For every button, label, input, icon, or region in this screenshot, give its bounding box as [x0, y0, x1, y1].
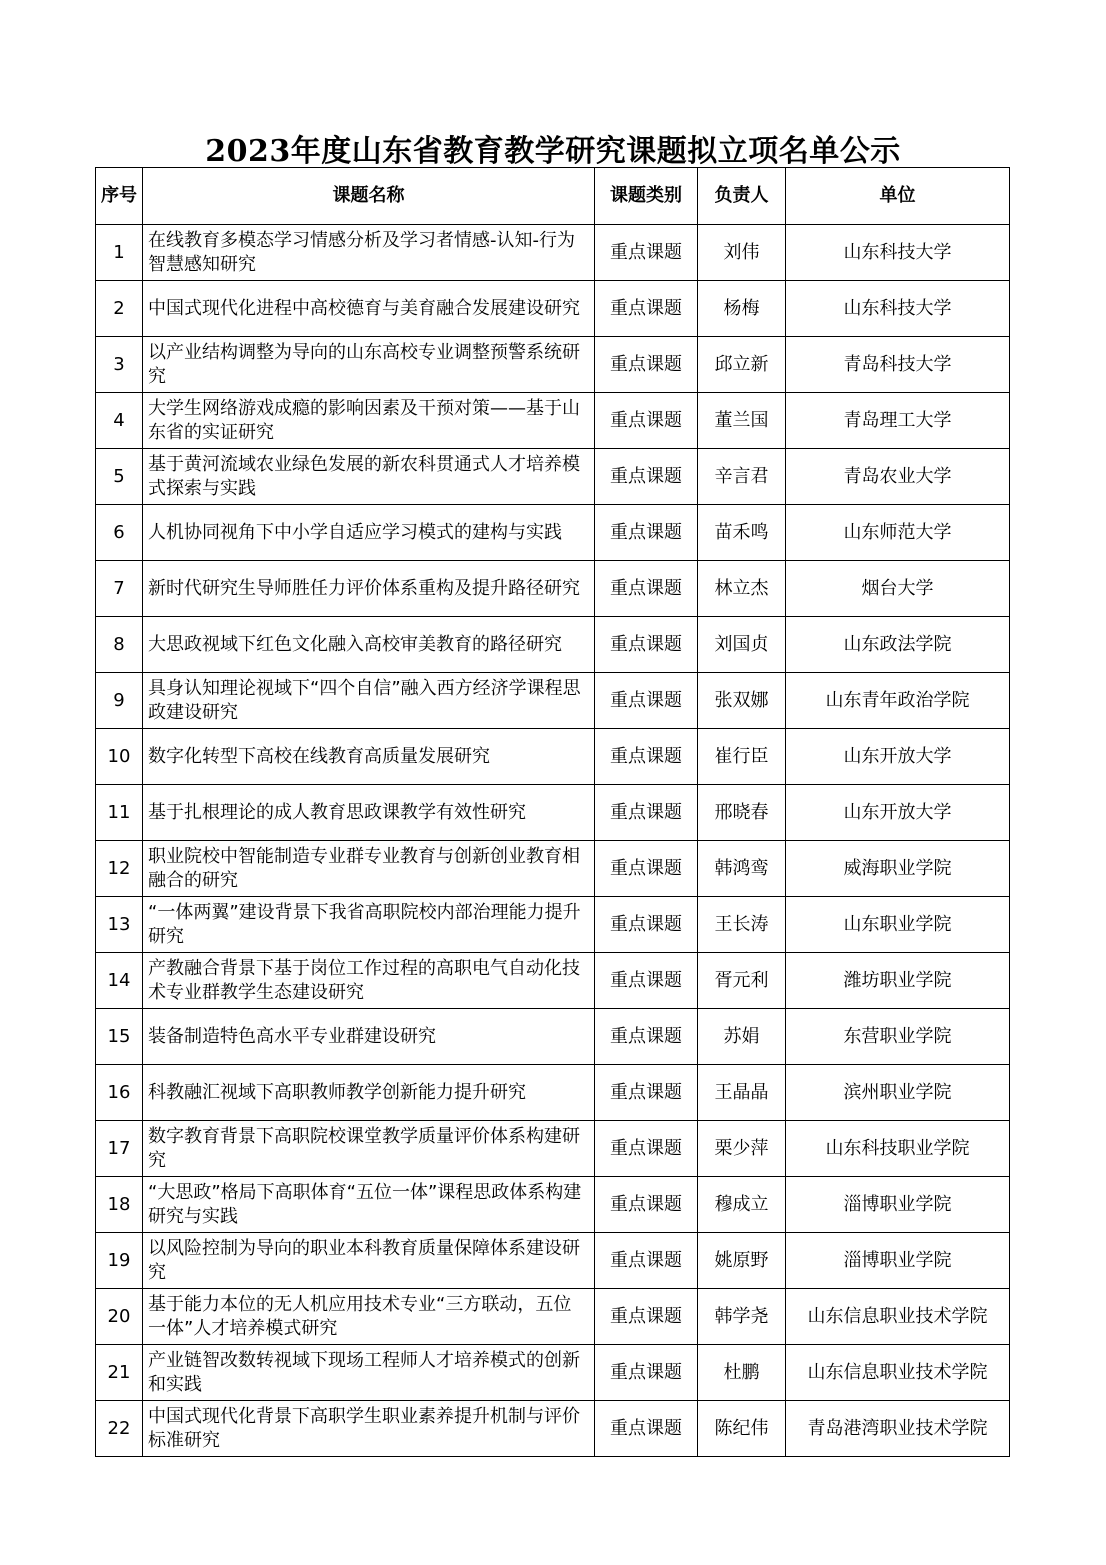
cell-seq: 19	[96, 1233, 143, 1289]
cell-lead: 张双娜	[698, 673, 786, 729]
cell-name: 基于能力本位的无人机应用技术专业“三方联动，五位一体”人才培养模式研究	[143, 1289, 595, 1345]
cell-unit: 山东政法学院	[786, 617, 1010, 673]
cell-unit: 威海职业学院	[786, 841, 1010, 897]
cell-lead: 陈纪伟	[698, 1401, 786, 1457]
table-row	[96, 729, 1010, 785]
cell-seq: 14	[96, 953, 143, 1009]
cell-seq: 16	[96, 1065, 143, 1121]
cell-type: 重点课题	[595, 449, 698, 505]
cell-lead: 王长涛	[698, 897, 786, 953]
cell-type: 重点课题	[595, 1401, 698, 1457]
cell-unit: 山东信息职业技术学院	[786, 1345, 1010, 1401]
cell-unit: 东营职业学院	[786, 1009, 1010, 1065]
cell-lead: 邢晓春	[698, 785, 786, 841]
cell-type: 重点课题	[595, 225, 698, 281]
table-row	[96, 953, 1010, 1009]
cell-lead: 杜鹏	[698, 1345, 786, 1401]
cell-type: 重点课题	[595, 393, 698, 449]
table-row	[96, 841, 1010, 897]
header-seq: 序号	[96, 168, 143, 225]
cell-name: 装备制造特色高水平专业群建设研究	[143, 1009, 595, 1065]
cell-name: 数字教育背景下高职院校课堂教学质量评价体系构建研究	[143, 1121, 595, 1177]
cell-seq: 8	[96, 617, 143, 673]
table-row	[96, 1009, 1010, 1065]
cell-unit: 山东开放大学	[786, 729, 1010, 785]
cell-name: 基于扎根理论的成人教育思政课教学有效性研究	[143, 785, 595, 841]
cell-lead: 董兰国	[698, 393, 786, 449]
cell-seq: 15	[96, 1009, 143, 1065]
cell-seq: 18	[96, 1177, 143, 1233]
cell-seq: 4	[96, 393, 143, 449]
cell-type: 重点课题	[595, 1121, 698, 1177]
table-row	[96, 225, 1010, 281]
cell-seq: 17	[96, 1121, 143, 1177]
cell-name: 科教融汇视域下高职教师教学创新能力提升研究	[143, 1065, 595, 1121]
cell-name: “一体两翼”建设背景下我省高职院校内部治理能力提升研究	[143, 897, 595, 953]
table-row	[96, 897, 1010, 953]
cell-type: 重点课题	[595, 673, 698, 729]
cell-unit: 山东科技大学	[786, 281, 1010, 337]
cell-seq: 7	[96, 561, 143, 617]
table-row	[96, 1233, 1010, 1289]
cell-lead: 韩学尧	[698, 1289, 786, 1345]
cell-type: 重点课题	[595, 785, 698, 841]
header-row	[96, 168, 1010, 225]
table-row	[96, 1065, 1010, 1121]
cell-type: 重点课题	[595, 1065, 698, 1121]
cell-unit: 山东信息职业技术学院	[786, 1289, 1010, 1345]
cell-name: 新时代研究生导师胜任力评价体系重构及提升路径研究	[143, 561, 595, 617]
cell-unit: 潍坊职业学院	[786, 953, 1010, 1009]
cell-unit: 青岛港湾职业技术学院	[786, 1401, 1010, 1457]
cell-lead: 杨梅	[698, 281, 786, 337]
cell-unit: 淄博职业学院	[786, 1233, 1010, 1289]
cell-name: 职业院校中智能制造专业群专业教育与创新创业教育相融合的研究	[143, 841, 595, 897]
table-row	[96, 393, 1010, 449]
header-lead: 负责人	[698, 168, 786, 225]
cell-unit: 滨州职业学院	[786, 1065, 1010, 1121]
cell-name: “大思政”格局下高职体育“五位一体”课程思政体系构建研究与实践	[143, 1177, 595, 1233]
cell-name: 数字化转型下高校在线教育高质量发展研究	[143, 729, 595, 785]
cell-type: 重点课题	[595, 281, 698, 337]
cell-seq: 6	[96, 505, 143, 561]
cell-type: 重点课题	[595, 897, 698, 953]
cell-unit: 烟台大学	[786, 561, 1010, 617]
cell-lead: 林立杰	[698, 561, 786, 617]
header-name: 课题名称	[143, 168, 595, 225]
cell-name: 以风险控制为导向的职业本科教育质量保障体系建设研究	[143, 1233, 595, 1289]
cell-name: 以产业结构调整为导向的山东高校专业调整预警系统研究	[143, 337, 595, 393]
cell-lead: 穆成立	[698, 1177, 786, 1233]
header-unit: 单位	[786, 168, 1010, 225]
cell-lead: 苏娟	[698, 1009, 786, 1065]
cell-type: 重点课题	[595, 1233, 698, 1289]
cell-lead: 刘伟	[698, 225, 786, 281]
cell-seq: 1	[96, 225, 143, 281]
cell-lead: 崔行臣	[698, 729, 786, 785]
cell-seq: 9	[96, 673, 143, 729]
cell-name: 基于黄河流域农业绿色发展的新农科贯通式人才培养模式探索与实践	[143, 449, 595, 505]
cell-name: 产教融合背景下基于岗位工作过程的高职电气自动化技术专业群教学生态建设研究	[143, 953, 595, 1009]
table-row	[96, 1177, 1010, 1233]
cell-type: 重点课题	[595, 841, 698, 897]
cell-lead: 苗禾鸣	[698, 505, 786, 561]
cell-unit: 山东科技职业学院	[786, 1121, 1010, 1177]
cell-type: 重点课题	[595, 729, 698, 785]
cell-lead: 辛言君	[698, 449, 786, 505]
cell-lead: 王晶晶	[698, 1065, 786, 1121]
cell-seq: 21	[96, 1345, 143, 1401]
cell-type: 重点课题	[595, 505, 698, 561]
table-row	[96, 281, 1010, 337]
cell-lead: 刘国贞	[698, 617, 786, 673]
cell-lead: 邱立新	[698, 337, 786, 393]
cell-seq: 10	[96, 729, 143, 785]
cell-name: 中国式现代化进程中高校德育与美育融合发展建设研究	[143, 281, 595, 337]
cell-seq: 2	[96, 281, 143, 337]
cell-seq: 12	[96, 841, 143, 897]
cell-lead: 姚原野	[698, 1233, 786, 1289]
cell-unit: 淄博职业学院	[786, 1177, 1010, 1233]
cell-lead: 韩鸿鸾	[698, 841, 786, 897]
cell-seq: 5	[96, 449, 143, 505]
cell-seq: 13	[96, 897, 143, 953]
table-row	[96, 1345, 1010, 1401]
cell-type: 重点课题	[595, 1009, 698, 1065]
table-row	[96, 449, 1010, 505]
table-row	[96, 561, 1010, 617]
cell-type: 重点课题	[595, 1177, 698, 1233]
table-row	[96, 1401, 1010, 1457]
cell-name: 产业链智改数转视域下现场工程师人才培养模式的创新和实践	[143, 1345, 595, 1401]
cell-unit: 青岛理工大学	[786, 393, 1010, 449]
page-title: 2023年度山东省教育教学研究课题拟立项名单公示	[205, 134, 901, 170]
cell-seq: 3	[96, 337, 143, 393]
table-row	[96, 785, 1010, 841]
cell-name: 人机协同视角下中小学自适应学习模式的建构与实践	[143, 505, 595, 561]
header-type: 课题类别	[595, 168, 698, 225]
cell-name: 中国式现代化背景下高职学生职业素养提升机制与评价标准研究	[143, 1401, 595, 1457]
cell-type: 重点课题	[595, 953, 698, 1009]
cell-type: 重点课题	[595, 337, 698, 393]
table-row	[96, 673, 1010, 729]
cell-seq: 11	[96, 785, 143, 841]
cell-lead: 栗少萍	[698, 1121, 786, 1177]
cell-type: 重点课题	[595, 617, 698, 673]
cell-unit: 山东青年政治学院	[786, 673, 1010, 729]
cell-unit: 青岛科技大学	[786, 337, 1010, 393]
table-row	[96, 1289, 1010, 1345]
cell-unit: 山东开放大学	[786, 785, 1010, 841]
cell-unit: 青岛农业大学	[786, 449, 1010, 505]
cell-name: 具身认知理论视域下“四个自信”融入西方经济学课程思政建设研究	[143, 673, 595, 729]
cell-type: 重点课题	[595, 561, 698, 617]
cell-name: 大思政视域下红色文化融入高校审美教育的路径研究	[143, 617, 595, 673]
cell-type: 重点课题	[595, 1345, 698, 1401]
cell-seq: 20	[96, 1289, 143, 1345]
project-list-table	[95, 167, 1010, 1457]
cell-lead: 胥元利	[698, 953, 786, 1009]
cell-type: 重点课题	[595, 1289, 698, 1345]
cell-unit: 山东科技大学	[786, 225, 1010, 281]
cell-name: 大学生网络游戏成瘾的影响因素及干预对策——基于山东省的实证研究	[143, 393, 595, 449]
table-row	[96, 505, 1010, 561]
cell-unit: 山东职业学院	[786, 897, 1010, 953]
cell-seq: 22	[96, 1401, 143, 1457]
table-row	[96, 617, 1010, 673]
table-row	[96, 1121, 1010, 1177]
cell-unit: 山东师范大学	[786, 505, 1010, 561]
table-row	[96, 337, 1010, 393]
cell-name: 在线教育多模态学习情感分析及学习者情感-认知-行为智慧感知研究	[143, 225, 595, 281]
